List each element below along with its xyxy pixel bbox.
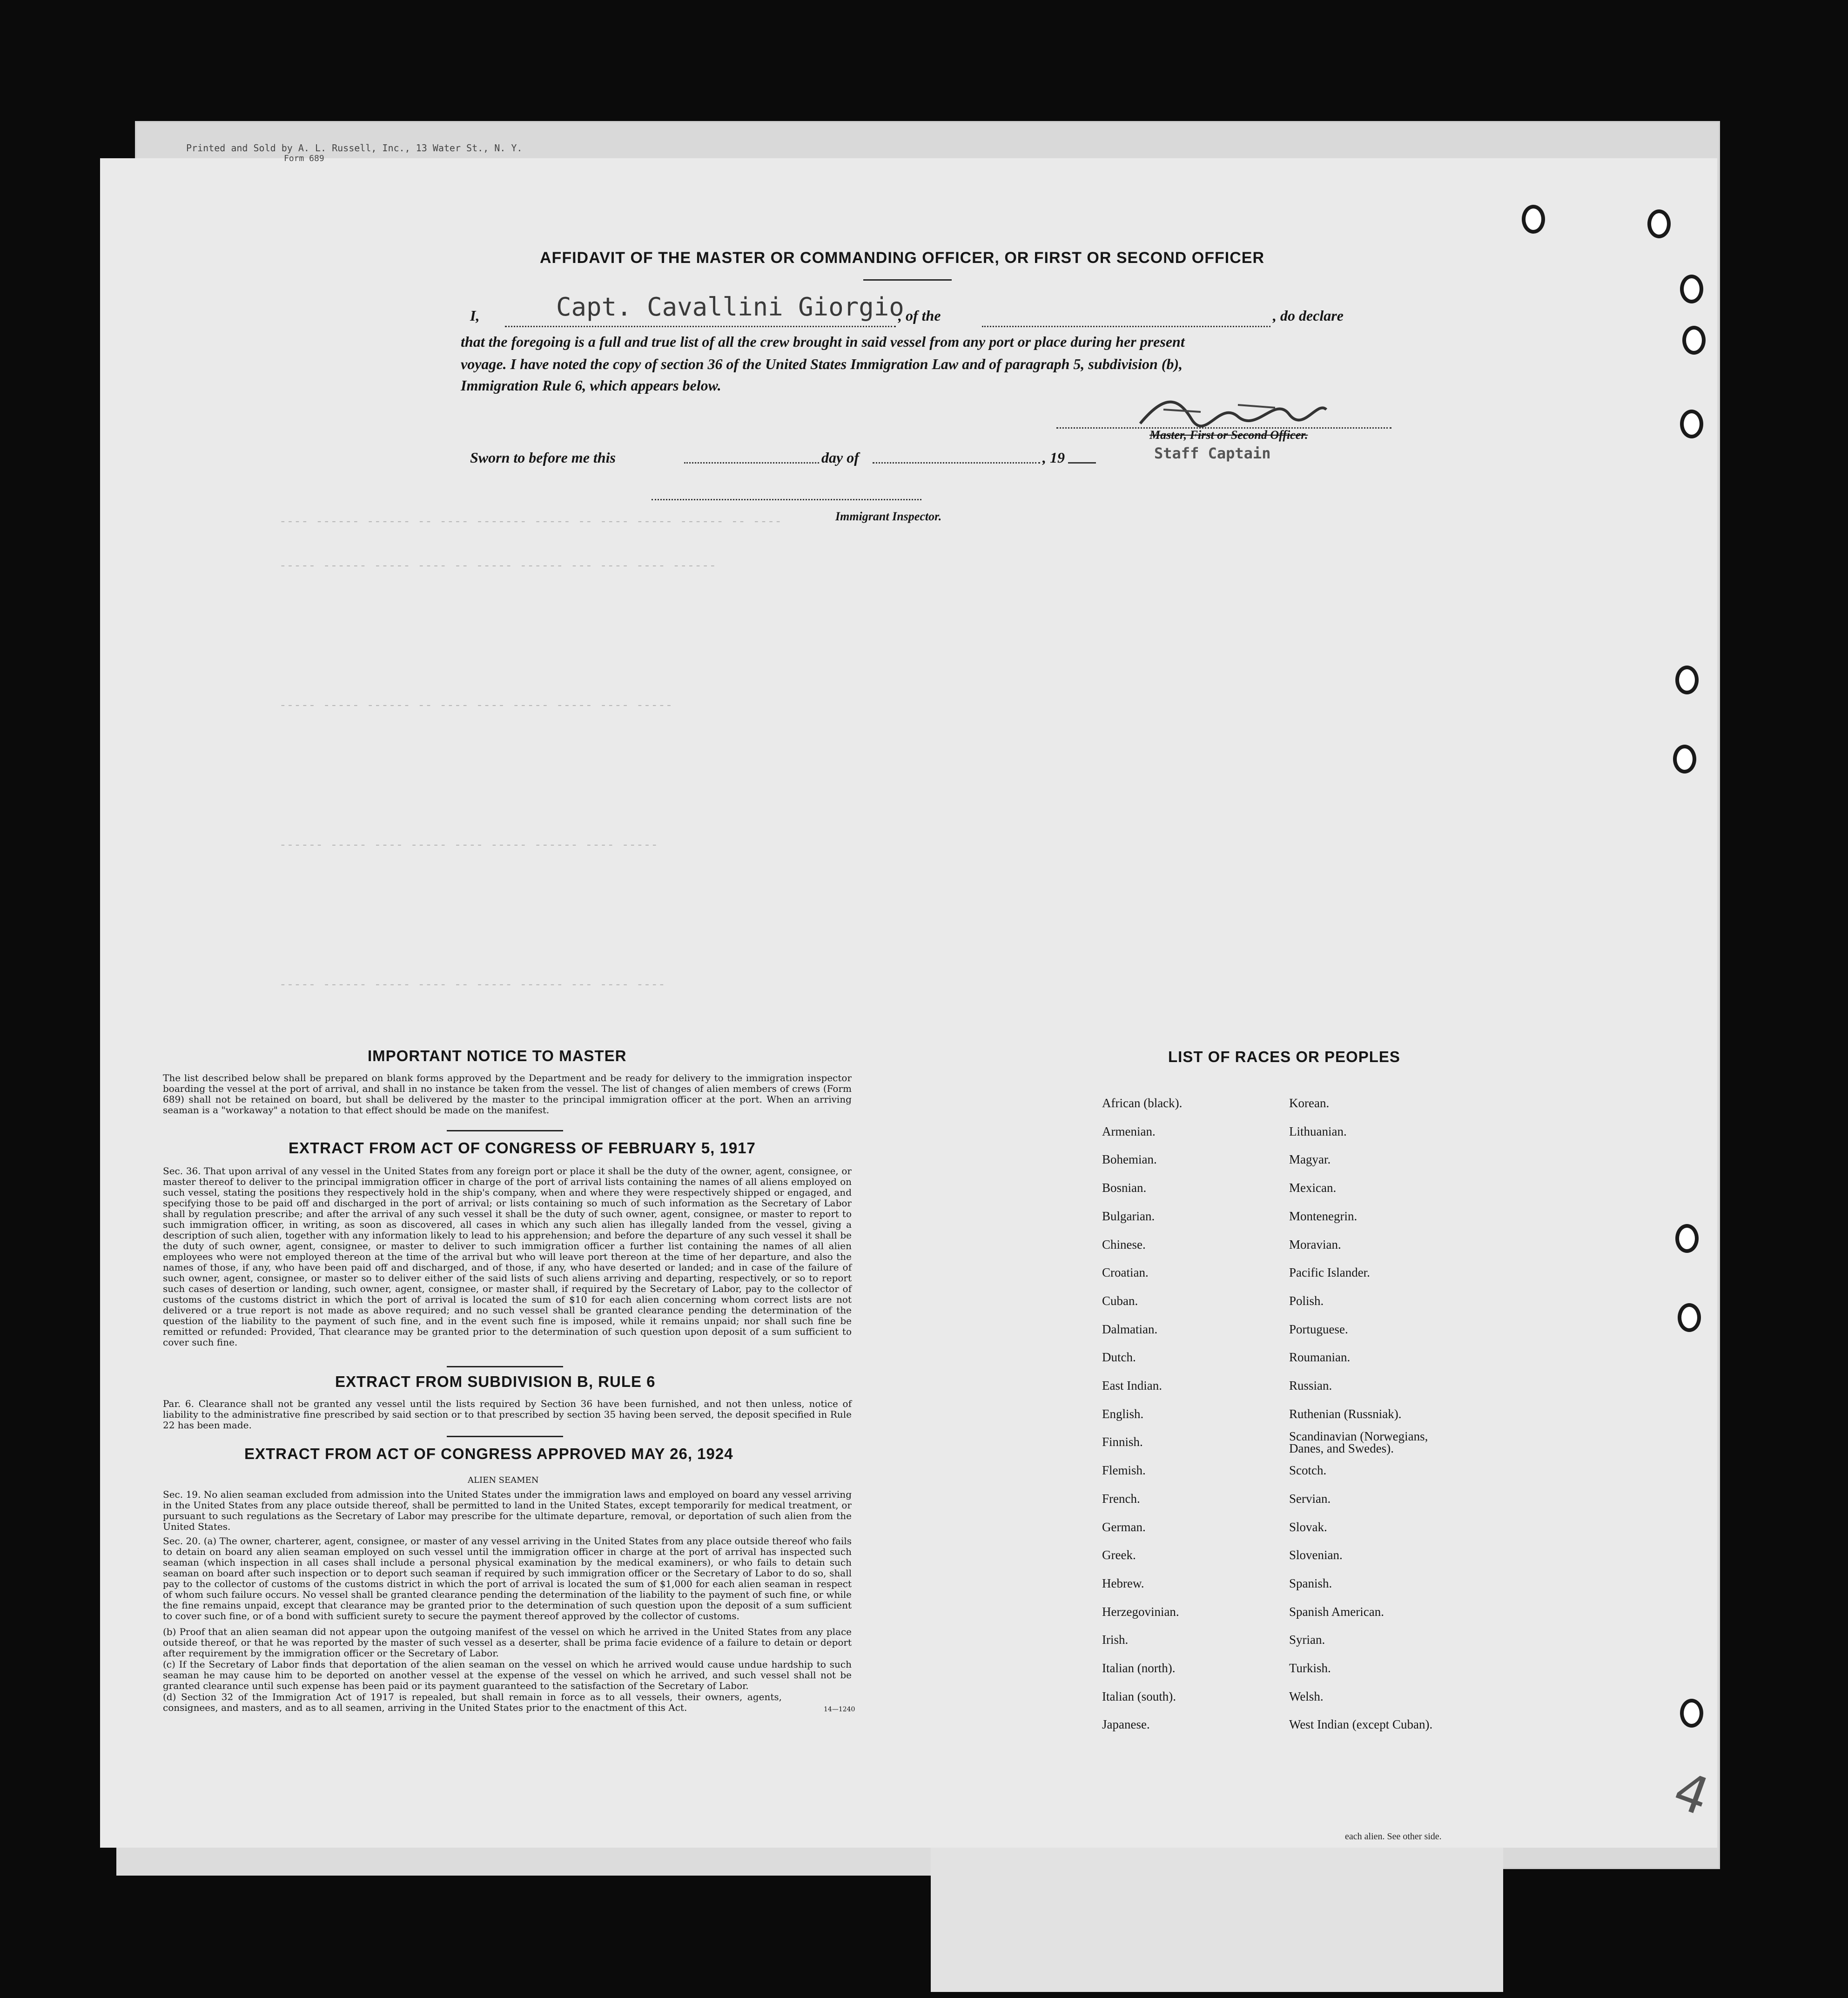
race-item: Slovak. — [1289, 1520, 1327, 1534]
race-item: Dalmatian. — [1102, 1322, 1158, 1336]
race-item: Irish. — [1102, 1633, 1129, 1647]
punch-hole — [1682, 326, 1706, 355]
sworn-month-line — [873, 462, 1040, 464]
extract-1924-sec19: Sec. 19. No alien seaman excluded from admission into the United States under the immigration laws and employed on board any vessel arriving in the United States from any place outside thereof, shall be permitted to land in the United States, except temporarily for medical treatment, or pursuant to such regulations as the Secretary of Labor may prescribe for the ultimate departure, removal, or deportation of such alien from the United States. — [163, 1489, 852, 1532]
form-code: 14—1240 — [824, 1706, 855, 1713]
race-item: West Indian (except Cuban). — [1289, 1717, 1433, 1732]
do-declare-label: , do declare — [1273, 307, 1344, 324]
punch-hole — [1680, 410, 1703, 438]
punch-hole — [1673, 745, 1696, 774]
notice-body: The list described below shall be prepared on blank forms approved by the Department and be ready for delivery to the immigration inspector boarding the vessel at the port of arrival, and shall in no instance be taken from the vessel. The list of changes of alien members of crews (Form 689) shall not be retained on board, but shall be delivered by the master to the principal immigration officer at the port. When an arriving seaman is a "workaway" a notation to that effect should be made on the manifest. — [163, 1072, 852, 1116]
punch-hole — [1647, 209, 1671, 238]
race-item: Servian. — [1289, 1491, 1331, 1506]
printer-line: Printed and Sold by A. L. Russell, Inc., 13 Water St., N. Y. — [186, 142, 523, 154]
punch-hole — [1678, 1303, 1701, 1332]
race-item: German. — [1102, 1520, 1146, 1534]
race-item: Pacific Islander. — [1289, 1265, 1370, 1280]
divider — [447, 1366, 563, 1367]
punch-hole — [1680, 275, 1703, 303]
race-item: French. — [1102, 1491, 1140, 1506]
race-item: Bosnian. — [1102, 1181, 1147, 1195]
race-item: Finnish. — [1102, 1435, 1143, 1449]
extract-rule6-title: EXTRACT FROM SUBDIVISION B, RULE 6 — [335, 1373, 656, 1390]
captain-name: Capt. Cavallini Giorgio — [556, 292, 904, 322]
vessel-line — [982, 326, 1270, 327]
torn-sheet-bottom — [931, 1838, 1503, 1992]
race-item: Herzegovinian. — [1102, 1604, 1179, 1619]
punch-hole — [1522, 205, 1545, 234]
race-item: Scotch. — [1289, 1463, 1327, 1478]
race-item: East Indian. — [1102, 1379, 1162, 1393]
race-item: Magyar. — [1289, 1152, 1331, 1167]
inspector-line — [652, 499, 921, 500]
punch-hole — [1675, 1224, 1699, 1253]
punch-hole — [1675, 666, 1699, 694]
race-item: Montenegrin. — [1289, 1209, 1357, 1223]
bleed-through: ---- ------ ------ -- ---- ------- ----- -- ---- ----- ------ -- ---- — [279, 514, 782, 528]
race-item: Croatian. — [1102, 1265, 1149, 1280]
year-line — [1068, 462, 1096, 464]
race-item: English. — [1102, 1406, 1144, 1421]
race-item: Armenian. — [1102, 1124, 1156, 1138]
extract-1924-sec20a: Sec. 20. (a) The owner, charterer, agent, consignee, or master of any vessel arriving in the United States from any place outside thereof who fails to detain on board any alien seaman employed on such vessel until the immigration officer in charge at the port of arrival has inspected such seaman (which inspection in all cases shall include a personal physical examination by the medical examiners), or who fails to detain such seaman on board after such inspection or to deport such seaman if required by such immigration officer or the Secretary of Labor to do so, shall pay to the collector of customs of the customs district in which the port of arrival is located the sum of $1,000 for each alien seaman in respect of whom such failure occurs. No vessel shall be granted clearance pending the determination of the liability to the payment of such fine, or while the fine remains unpaid, except that clearance may be granted prior to the determination of such question upon the deposit of a sum sufficient to cover such fine, or of a bond with sufficient surety to secure the payment thereof approved by the collector of customs. — [163, 1535, 852, 1621]
race-item: Greek. — [1102, 1548, 1136, 1562]
punch-hole — [1680, 1699, 1703, 1728]
race-item: Hebrew. — [1102, 1576, 1144, 1590]
day-of-label: day of — [821, 449, 859, 466]
race-item: Bohemian. — [1102, 1152, 1157, 1167]
inspector-label: Immigrant Inspector. — [835, 510, 942, 523]
race-item: Italian (south). — [1102, 1689, 1176, 1703]
race-item: Chinese. — [1102, 1237, 1146, 1251]
race-item: Spanish American. — [1289, 1604, 1384, 1619]
race-item: Portuguese. — [1289, 1322, 1348, 1336]
race-item: Dutch. — [1102, 1350, 1136, 1365]
race-item: Slovenian. — [1289, 1548, 1343, 1562]
race-item: Syrian. — [1289, 1633, 1325, 1647]
race-item: Japanese. — [1102, 1717, 1150, 1732]
bleed-through: ------ ----- ---- ----- ---- ----- ------ ---- ----- — [279, 838, 658, 852]
extract-1924-title: EXTRACT FROM ACT OF CONGRESS APPROVED MAY 26, 1924 — [244, 1445, 733, 1462]
extract-1924-sec20d: (d) Section 32 of the Immigration Act of 1917 is repealed, but shall remain in force as to all vessels, their owners, agents, consignees, and masters, and as to all seamen, arriving in the United States prior to the enactment of this Act. — [163, 1691, 782, 1713]
race-item: Roumanian. — [1289, 1350, 1351, 1365]
printer-form: Form 689 — [284, 154, 324, 163]
race-item: Mexican. — [1289, 1181, 1337, 1195]
sworn-day-line — [684, 462, 819, 464]
extract-1917-title: EXTRACT FROM ACT OF CONGRESS OF FEBRUARY 5, 1917 — [289, 1139, 756, 1157]
footer-fragment: each alien. See other side. — [1345, 1831, 1442, 1842]
page-mark: 4 — [1666, 1760, 1717, 1828]
divider — [447, 1130, 563, 1131]
officer-signature — [1136, 391, 1331, 433]
races-title: LIST OF RACES OR PEOPLES — [1168, 1048, 1400, 1065]
affidavit-body-2: voyage. I have noted the copy of section 36 of the United States Immigration Law and of paragraph 5, subdivision (b), — [461, 356, 1183, 372]
race-item: Italian (north). — [1102, 1661, 1176, 1675]
bleed-through: ----- ------ ----- ---- -- ----- ------ --- ---- ---- ------ — [279, 558, 717, 572]
race-item: Flemish. — [1102, 1463, 1146, 1478]
race-item: Moravian. — [1289, 1237, 1341, 1251]
divider — [447, 1436, 563, 1437]
affidavit-i-label: I, — [470, 307, 480, 324]
extract-rule6-body: Par. 6. Clearance shall not be granted any vessel until the lists required by Section 36 have been furnished, and not then unless, notice of liability to the administrative fine prescribed by said section or to that prescribed by section 35 having been served, the deposit specified in Rule 22 has been made. — [163, 1398, 852, 1431]
race-item: Cuban. — [1102, 1293, 1138, 1308]
race-item: Lithuanian. — [1289, 1124, 1347, 1138]
notice-title: IMPORTANT NOTICE TO MASTER — [368, 1047, 627, 1064]
race-item: Ruthenian (Russniak). — [1289, 1406, 1402, 1421]
race-item: Scandinavian (Norwegians, Danes, and Swedes). — [1289, 1429, 1428, 1456]
race-item: Spanish. — [1289, 1576, 1332, 1590]
extract-1924-sec20b: (b) Proof that an alien seaman did not appear upon the outgoing manifest of the vessel on which he arrived in the United States from any place outside thereof, or that he was reported by the master of such vessel as a deserter, shall be prima facie evidence of a failure to detain or deport after requirement by the immigration officer or the Secretary of Labor. — [163, 1626, 852, 1659]
race-item: Polish. — [1289, 1293, 1324, 1308]
affidavit-title: AFFIDAVIT OF THE MASTER OR COMMANDING OFFICER, OR FIRST OR SECOND OFFICER — [540, 249, 1264, 267]
sworn-label: Sworn to before me this — [470, 449, 616, 466]
name-line — [505, 326, 896, 327]
year-prefix: , 19 — [1042, 449, 1065, 466]
race-item: African (black). — [1102, 1096, 1183, 1110]
extract-1917-body: Sec. 36. That upon arrival of any vessel in the United States from any foreign port or place it shall be the duty of the owner, agent, consignee, or master thereof to deliver to the principal immigration officer in charge of the port of arrival lists containing the names of all aliens employed on such vessel, stating the positions they respectively hold in the ship's company, when and where they were respectively shipped or engaged, and specifying those to be paid off and discharged in the port of arrival; or lists containing so much of such information as the Secretary of Labor shall by regulation prescribe; and after the arrival of any such vessel it shall be the duty of such owner, agent, consignee, or master to report to such immigration officer, in writing, as soon as discovered, all cases in which any such alien has illegally landed from the vessel, giving a description of such alien, together with any information likely to lead to his apprehension; and before the departure of any such vessel it shall be the duty of such owner, agent, consignee, or master to deliver to such immigration officer a further list containing the names of all alien employees who were not employed thereon at the time of the arrival but who will leave port thereon at the time of her departure, and also the names of those, if any, who have been paid off and discharged, and of those, if any, who have deserted or landed; and in case of the failure of such owner, agent, consignee, or master so to deliver either of the said lists of such aliens arriving and departing, respectively, or so to report such cases of desertion or landing, such owner, agent, consignee, or master shall, if required by the Secretary of Labor, pay to the collector of customs of the customs district in which the port of arrival is located the sum of $10 for each alien concerning whom correct lists are not delivered or a true report is not made as above required; and no such vessel shall be granted clearance pending the determination of the question of the liability to the payment of such fine, and in the event such fine is imposed, while it remains unpaid; nor shall such fine be remitted or refunded: Provided, That clearance may be granted prior to the determination of such question upon deposit of a sum sufficient to cover such fine. — [163, 1165, 852, 1348]
race-item: Bulgarian. — [1102, 1209, 1155, 1223]
staff-captain-stamp: Staff Captain — [1154, 444, 1271, 462]
affidavit-body-1: that the foregoing is a full and true list of all the crew brought in said vessel from any port or place during her present — [461, 333, 1185, 350]
extract-1924-sec20c: (c) If the Secretary of Labor finds that deportation of the alien seaman on the vessel on which he arrived would cause undue hardship to such seaman he may cause him to be deported on another vessel at the expense of the vessel on which he arrived, and such vessel shall not be granted clearance until such expense has been paid or its payment guaranteed to the satisfaction of the Secretary of Labor. — [163, 1659, 852, 1691]
affidavit-body-3: Immigration Rule 6, which appears below. — [461, 377, 721, 394]
of-the-label: , of the — [898, 307, 941, 324]
signature-role: Master, First or Second Officer. — [1149, 428, 1308, 442]
bleed-through: ----- ------ ----- ---- -- ----- ------ --- ---- ---- — [279, 977, 665, 991]
race-item: Turkish. — [1289, 1661, 1331, 1675]
race-item: Welsh. — [1289, 1689, 1324, 1703]
race-item: Korean. — [1289, 1096, 1330, 1110]
divider — [863, 279, 952, 281]
race-item: Russian. — [1289, 1379, 1332, 1393]
extract-1924-subtitle: ALIEN SEAMEN — [468, 1475, 539, 1485]
bleed-through: ----- ----- ------ -- ---- ---- ----- ----- ---- ----- — [279, 698, 673, 712]
